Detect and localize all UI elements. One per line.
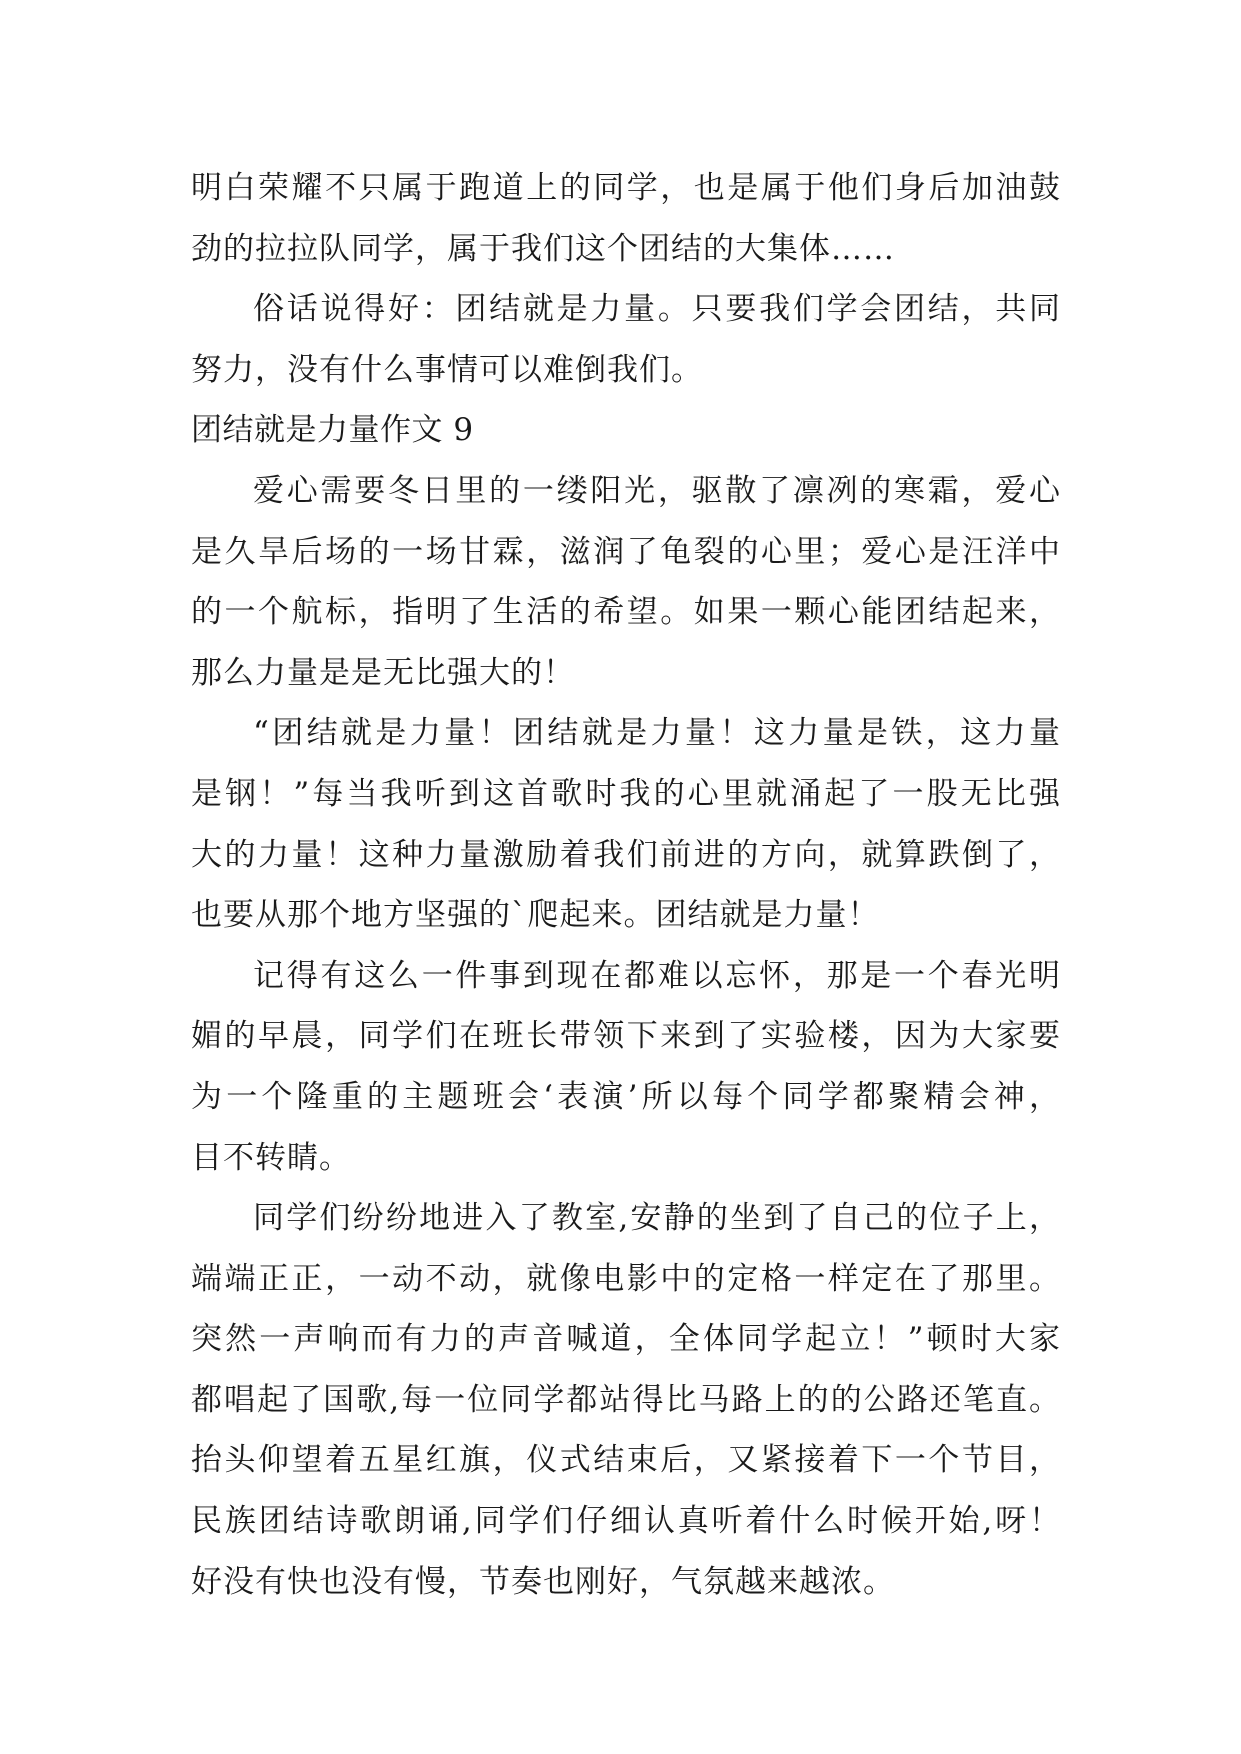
paragraph-first-line: 俗话说得好：团结就是力量。只要我们学会团结，共同 <box>253 291 1061 328</box>
text-line: 的一个航标，指明了生活的希望。如果一颗心能团结起来， <box>191 594 1061 631</box>
text-line: 明白荣耀不只属于跑道上的同学，也是属于他们身后加油鼓 <box>191 170 1061 206</box>
text-line: 都唱起了国歌,每一位同学都站得比马路上的的公路还笔直。 <box>191 1381 1061 1418</box>
text-line: 是钢！”每当我听到这首歌时我的心里就涌起了一股无比强 <box>191 775 1061 812</box>
text-line: 大的力量！这种力量激励着我们前进的方向，就算跌倒了， <box>191 836 1061 873</box>
text-line: 劲的拉拉队同学，属于我们这个团结的大集体…… <box>191 230 895 267</box>
text-line: 端端正正，一动不动，就像电影中的定格一样定在了那里。 <box>191 1260 1061 1297</box>
text-line: 为一个隆重的主题班会‘表演’所以每个同学都聚精会神， <box>191 1078 1061 1115</box>
section-heading: 团结就是力量作文 9 <box>191 412 474 449</box>
paragraph-first-line: 爱心需要冬日里的一缕阳光，驱散了凛冽的寒霜，爱心 <box>253 472 1061 509</box>
text-line: 好没有快也没有慢，节奏也刚好，气氛越来越浓。 <box>191 1563 895 1600</box>
text-line: 也要从那个地方坚强的`爬起来。团结就是力量！ <box>191 897 880 934</box>
text-line: 民族团结诗歌朗诵,同学们仔细认真听着什么时候开始,呀！ <box>191 1503 1061 1540</box>
document-body <box>191 158 1061 1612</box>
text-line: 努力，没有什么事情可以难倒我们。 <box>191 351 703 388</box>
text-line: 目不转睛。 <box>191 1139 351 1176</box>
text-line: 那么力量是是无比强大的！ <box>191 654 575 691</box>
text-line: 抬头仰望着五星红旗，仪式结束后，又紧接着下一个节目， <box>191 1442 1061 1479</box>
paragraph-first-line: 同学们纷纷地进入了教室,安静的坐到了自己的位子上， <box>253 1200 1061 1237</box>
text-line: 突然一声响而有力的声音喊道，全体同学起立！”顿时大家 <box>191 1321 1061 1358</box>
text-line: 媚的早晨，同学们在班长带领下来到了实验楼，因为大家要 <box>191 1018 1061 1055</box>
paragraph-first-line: 记得有这么一件事到现在都难以忘怀，那是一个春光明 <box>253 957 1061 994</box>
text-line: 是久旱后场的一场甘霖，滋润了龟裂的心里；爱心是汪洋中 <box>191 533 1061 570</box>
paragraph-first-line: “团结就是力量！团结就是力量！这力量是铁，这力量 <box>253 715 1061 752</box>
